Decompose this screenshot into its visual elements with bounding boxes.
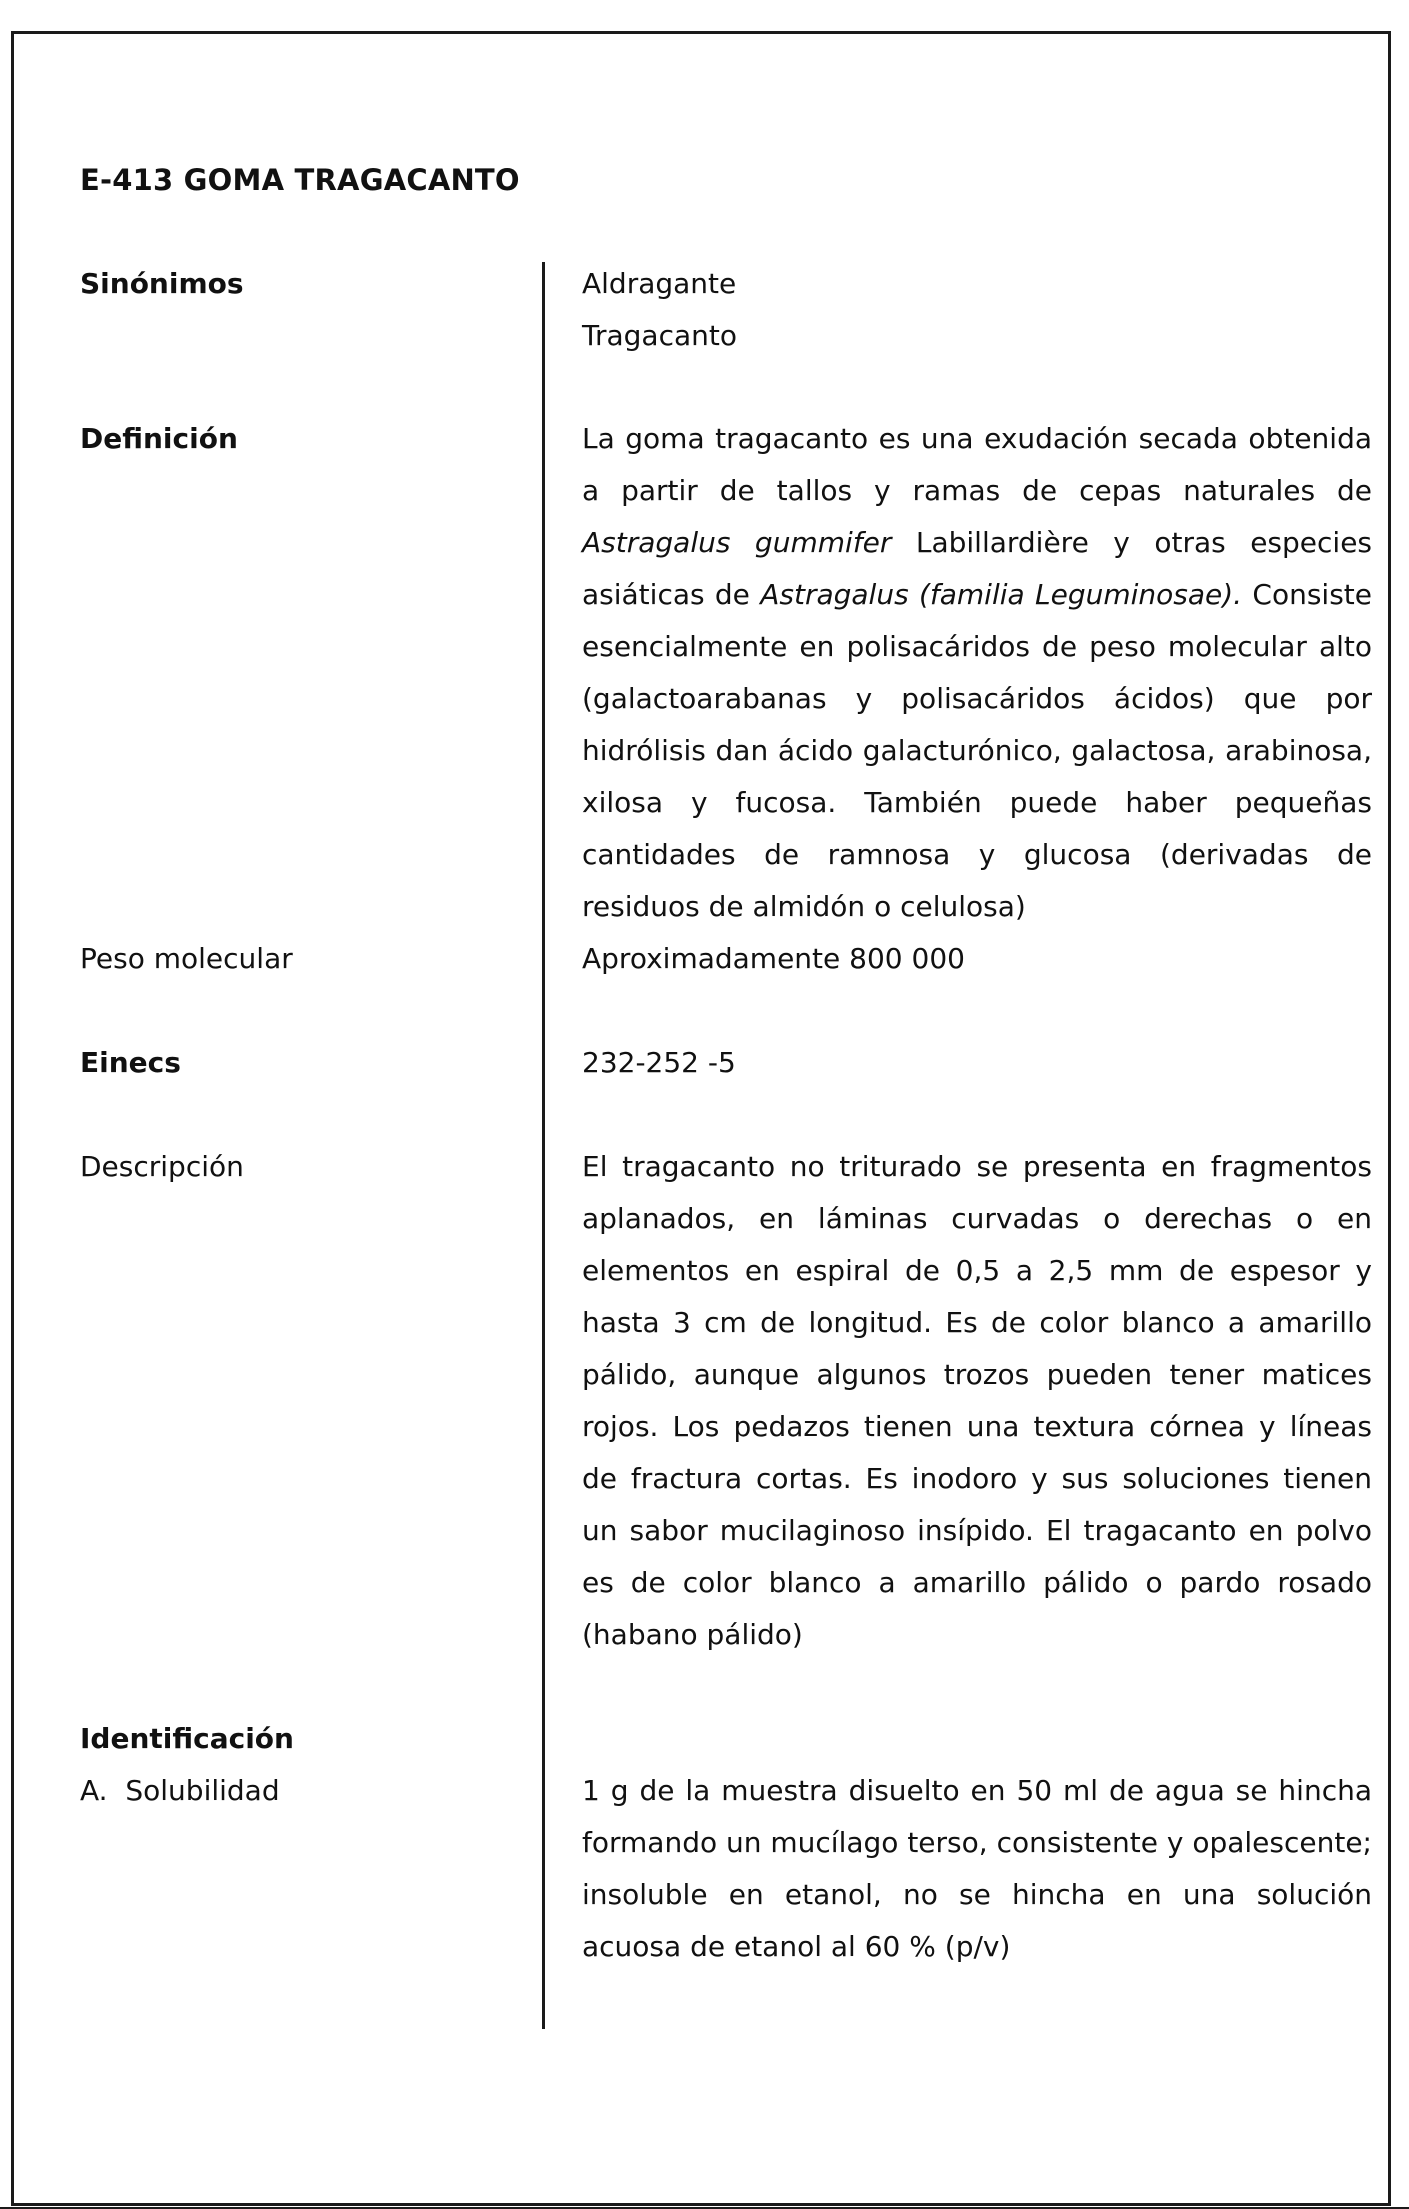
value-descripcion: El tragacanto no triturado se presenta en fragmentos aplanados, en láminas curvadas o derechas o en elementos en espiral de 0,5 a 2,5 mm de espesor y hasta 3 cm de longitud. Es de color blanco a amarillo pálido, aunque algunos trozos pueden tener matices rojos. Los pedazos tienen una textura córnea y líneas de fractura cortas. Es inodoro y sus soluciones tienen un sabor mucilaginoso insípido. El tragacanto en polvo es de color blanco a amarillo pálido o pardo rosado (habano pálido)	[582, 1150, 1372, 1651]
definition-text: Consiste esencialmente en polisacáridos de peso molecular alto (galactoarabanas y polisacáridos ácidos) que por hidrólisis dan ácido galacturónico, galactosa, arabinosa, xilosa y fucosa. También puede haber pequeñas cantidades de ramnosa y glucosa (derivadas de residuos de almidón o celulosa)	[582, 578, 1372, 923]
label-peso-molecular: Peso molecular	[80, 942, 293, 975]
synonym-item: Tragacanto	[582, 319, 737, 352]
value-einecs: 232-252 -5	[582, 1046, 736, 1079]
label-descripcion: Descripción	[80, 1150, 244, 1183]
value-sinonimos	[582, 258, 1372, 362]
definition-text: Labillardière y otras especies asiáticas de	[582, 526, 1373, 611]
document-title: E-413 GOMA TRAGACANTO	[80, 163, 520, 197]
value-definicion	[582, 413, 1372, 933]
label-solubilidad: A. Solubilidad	[80, 1774, 280, 1807]
column-divider	[542, 262, 545, 2029]
label-definicion: Definición	[80, 422, 238, 455]
value-peso-molecular: Aproximadamente 800 000	[582, 942, 965, 975]
synonym-item: Aldragante	[582, 267, 737, 300]
label-sinonimos: Sinónimos	[80, 267, 244, 300]
definition-species: Astragalus gummifer	[582, 526, 892, 559]
heading-identificacion: Identificación	[80, 1722, 294, 1755]
label-einecs: Einecs	[80, 1046, 181, 1079]
value-solubilidad: 1 g de la muestra disuelto en 50 ml de agua se hincha formando un mucílago terso, consistente y opalescente; insoluble en etanol, no se hincha en una solución acuosa de etanol al 60 % (p/v)	[582, 1774, 1372, 1963]
definition-text: La goma tragacanto es una exudación secada obtenida a partir de tallos y ramas de cepas naturales de	[582, 422, 1372, 507]
definition-genus-family: Astragalus (familia Leguminosae).	[760, 578, 1243, 611]
